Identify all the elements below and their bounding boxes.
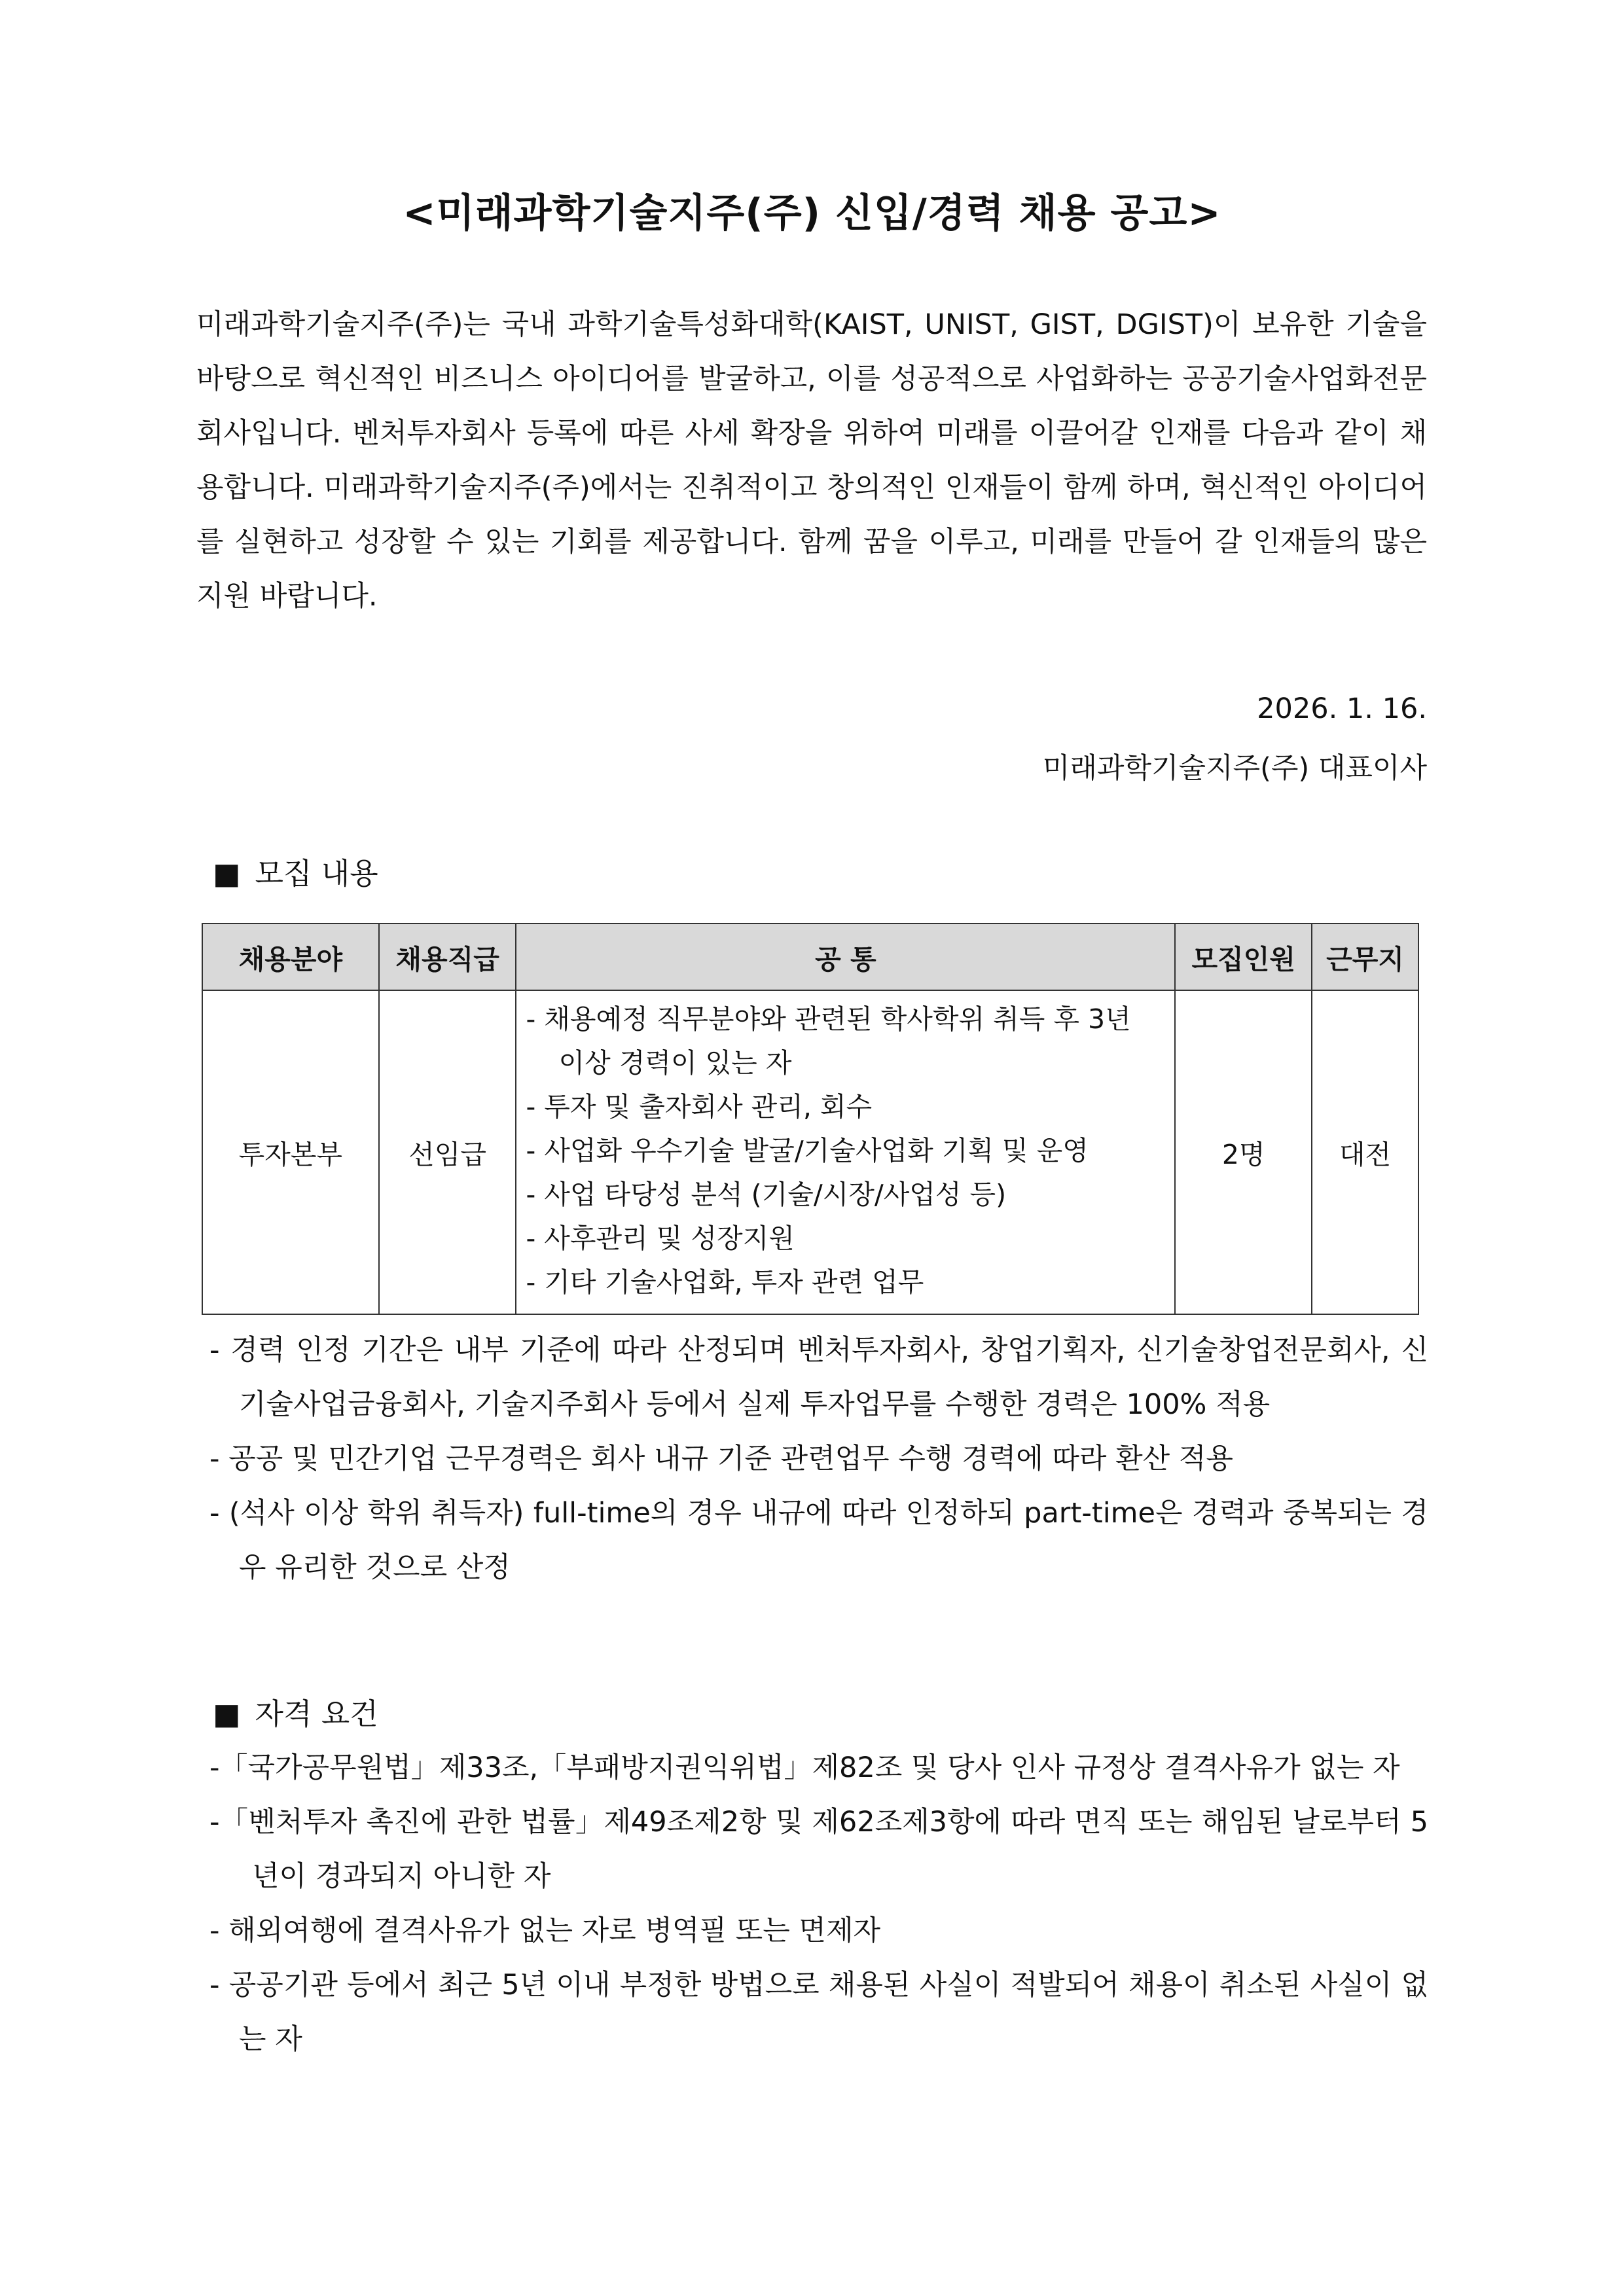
duty-item: - 투자 및 출자회사 관리, 회수 <box>526 1091 873 1122</box>
cell-common <box>516 990 1175 1314</box>
duty-item: - 채용예정 직무분야와 관련된 학사학위 취득 후 3년 이상 경력이 있는 자 <box>526 1003 1131 1079</box>
header-grade: 채용직급 <box>379 924 516 990</box>
duty-item: - 사업화 우수기술 발굴/기술사업화 기획 및 운영 <box>526 1135 1089 1166</box>
header-common: 공 통 <box>516 924 1175 990</box>
signature: 미래과학기술지주(주) 대표이사 <box>1042 752 1427 785</box>
section-qualification-title: 자격 요건 <box>255 1696 378 1731</box>
section-recruitment-title: 모집 내용 <box>255 856 378 891</box>
note-item: - 경력 인정 기간은 내부 기준에 따라 산정되며 벤처투자회사, 창업기획자, 신기술창업전문회사, 신기술사업금융회사, 기술지주회사 등에서 실제 투자업무를 수행한 경력은 100% 적용 <box>209 1334 1428 1421</box>
section-recruitment-heading <box>213 850 378 892</box>
cell-headcount: 2명 <box>1175 990 1312 1314</box>
qualification-item: -「벤처투자 촉진에 관한 법률」제49조제2항 및 제62조제3항에 따라 면직 또는 해임된 날로부터 5년이 경과되지 아니한 자 <box>209 1806 1428 1893</box>
note-item: - 공공 및 민간기업 근무경력은 회사 내규 기준 관련업무 수행 경력에 따라 환산 적용 <box>209 1443 1233 1475</box>
duty-item: - 사후관리 및 성장지원 <box>526 1223 795 1254</box>
square-bullet-icon: ■ <box>213 1696 241 1731</box>
career-notes-list <box>209 1323 1428 1595</box>
table-row <box>202 990 1418 1314</box>
section-qualification-heading <box>213 1690 378 1732</box>
cell-grade: 선임급 <box>379 990 516 1314</box>
duty-item: - 사업 타당성 분석 (기술/시장/사업성 등) <box>526 1179 1007 1210</box>
qualification-list <box>209 1741 1428 2067</box>
table-header-row <box>202 924 1418 990</box>
square-bullet-icon: ■ <box>213 856 241 891</box>
header-field: 채용분야 <box>202 924 379 990</box>
page-title: <미래과학기술지주(주) 신입/경력 채용 공고> <box>403 190 1221 236</box>
note-item: - (석사 이상 학위 취득자) full-time의 경우 내규에 따라 인정하되 part-time은 경력과 중복되는 경우 유리한 것으로 산정 <box>209 1497 1428 1584</box>
duty-item: - 기타 기술사업화, 투자 관련 업무 <box>526 1266 924 1298</box>
header-location: 근무지 <box>1312 924 1418 990</box>
recruitment-table <box>202 923 1419 1315</box>
qualification-item: - 해외여행에 결격사유가 없는 자로 병역필 또는 면제자 <box>209 1914 881 1947</box>
header-headcount: 모집인원 <box>1175 924 1312 990</box>
cell-field: 투자본부 <box>202 990 379 1314</box>
qualification-item: - 공공기관 등에서 최근 5년 이내 부정한 방법으로 채용된 사실이 적발되어 채용이 취소된 사실이 없는 자 <box>209 1969 1428 2056</box>
qualification-item: -「국가공무원법」제33조,「부패방지권익위법」제82조 및 당사 인사 규정상 결격사유가 없는 자 <box>209 1751 1400 1784</box>
cell-location: 대전 <box>1312 990 1418 1314</box>
intro-paragraph: 미래과학기술지주(주)는 국내 과학기술특성화대학(KAIST, UNIST, GIST, DGIST)이 보유한 기술을 바탕으로 혁신적인 비즈니스 아이디어를 발굴하고, 이를 성공적으로 사업화하는 공공기술사업화전문회사입니다. 벤처투자회사 등록에 따른 사세 확장을 위하여 미래를 이끌어갈 인재를 다음과 같이 채용합니다. 미래과학기술지주(주)에서는 진취적이고 창의적인 인재들이 함께 하며, 혁신적인 아이디어를 실현하고 성장할 수 있는 기회를 제공합니다. 함께 꿈을 이루고, 미래를 만들어 갈 인재들의 많은 지원 바랍니다. <box>196 308 1427 613</box>
announcement-date: 2026. 1. 16. <box>1257 692 1427 725</box>
